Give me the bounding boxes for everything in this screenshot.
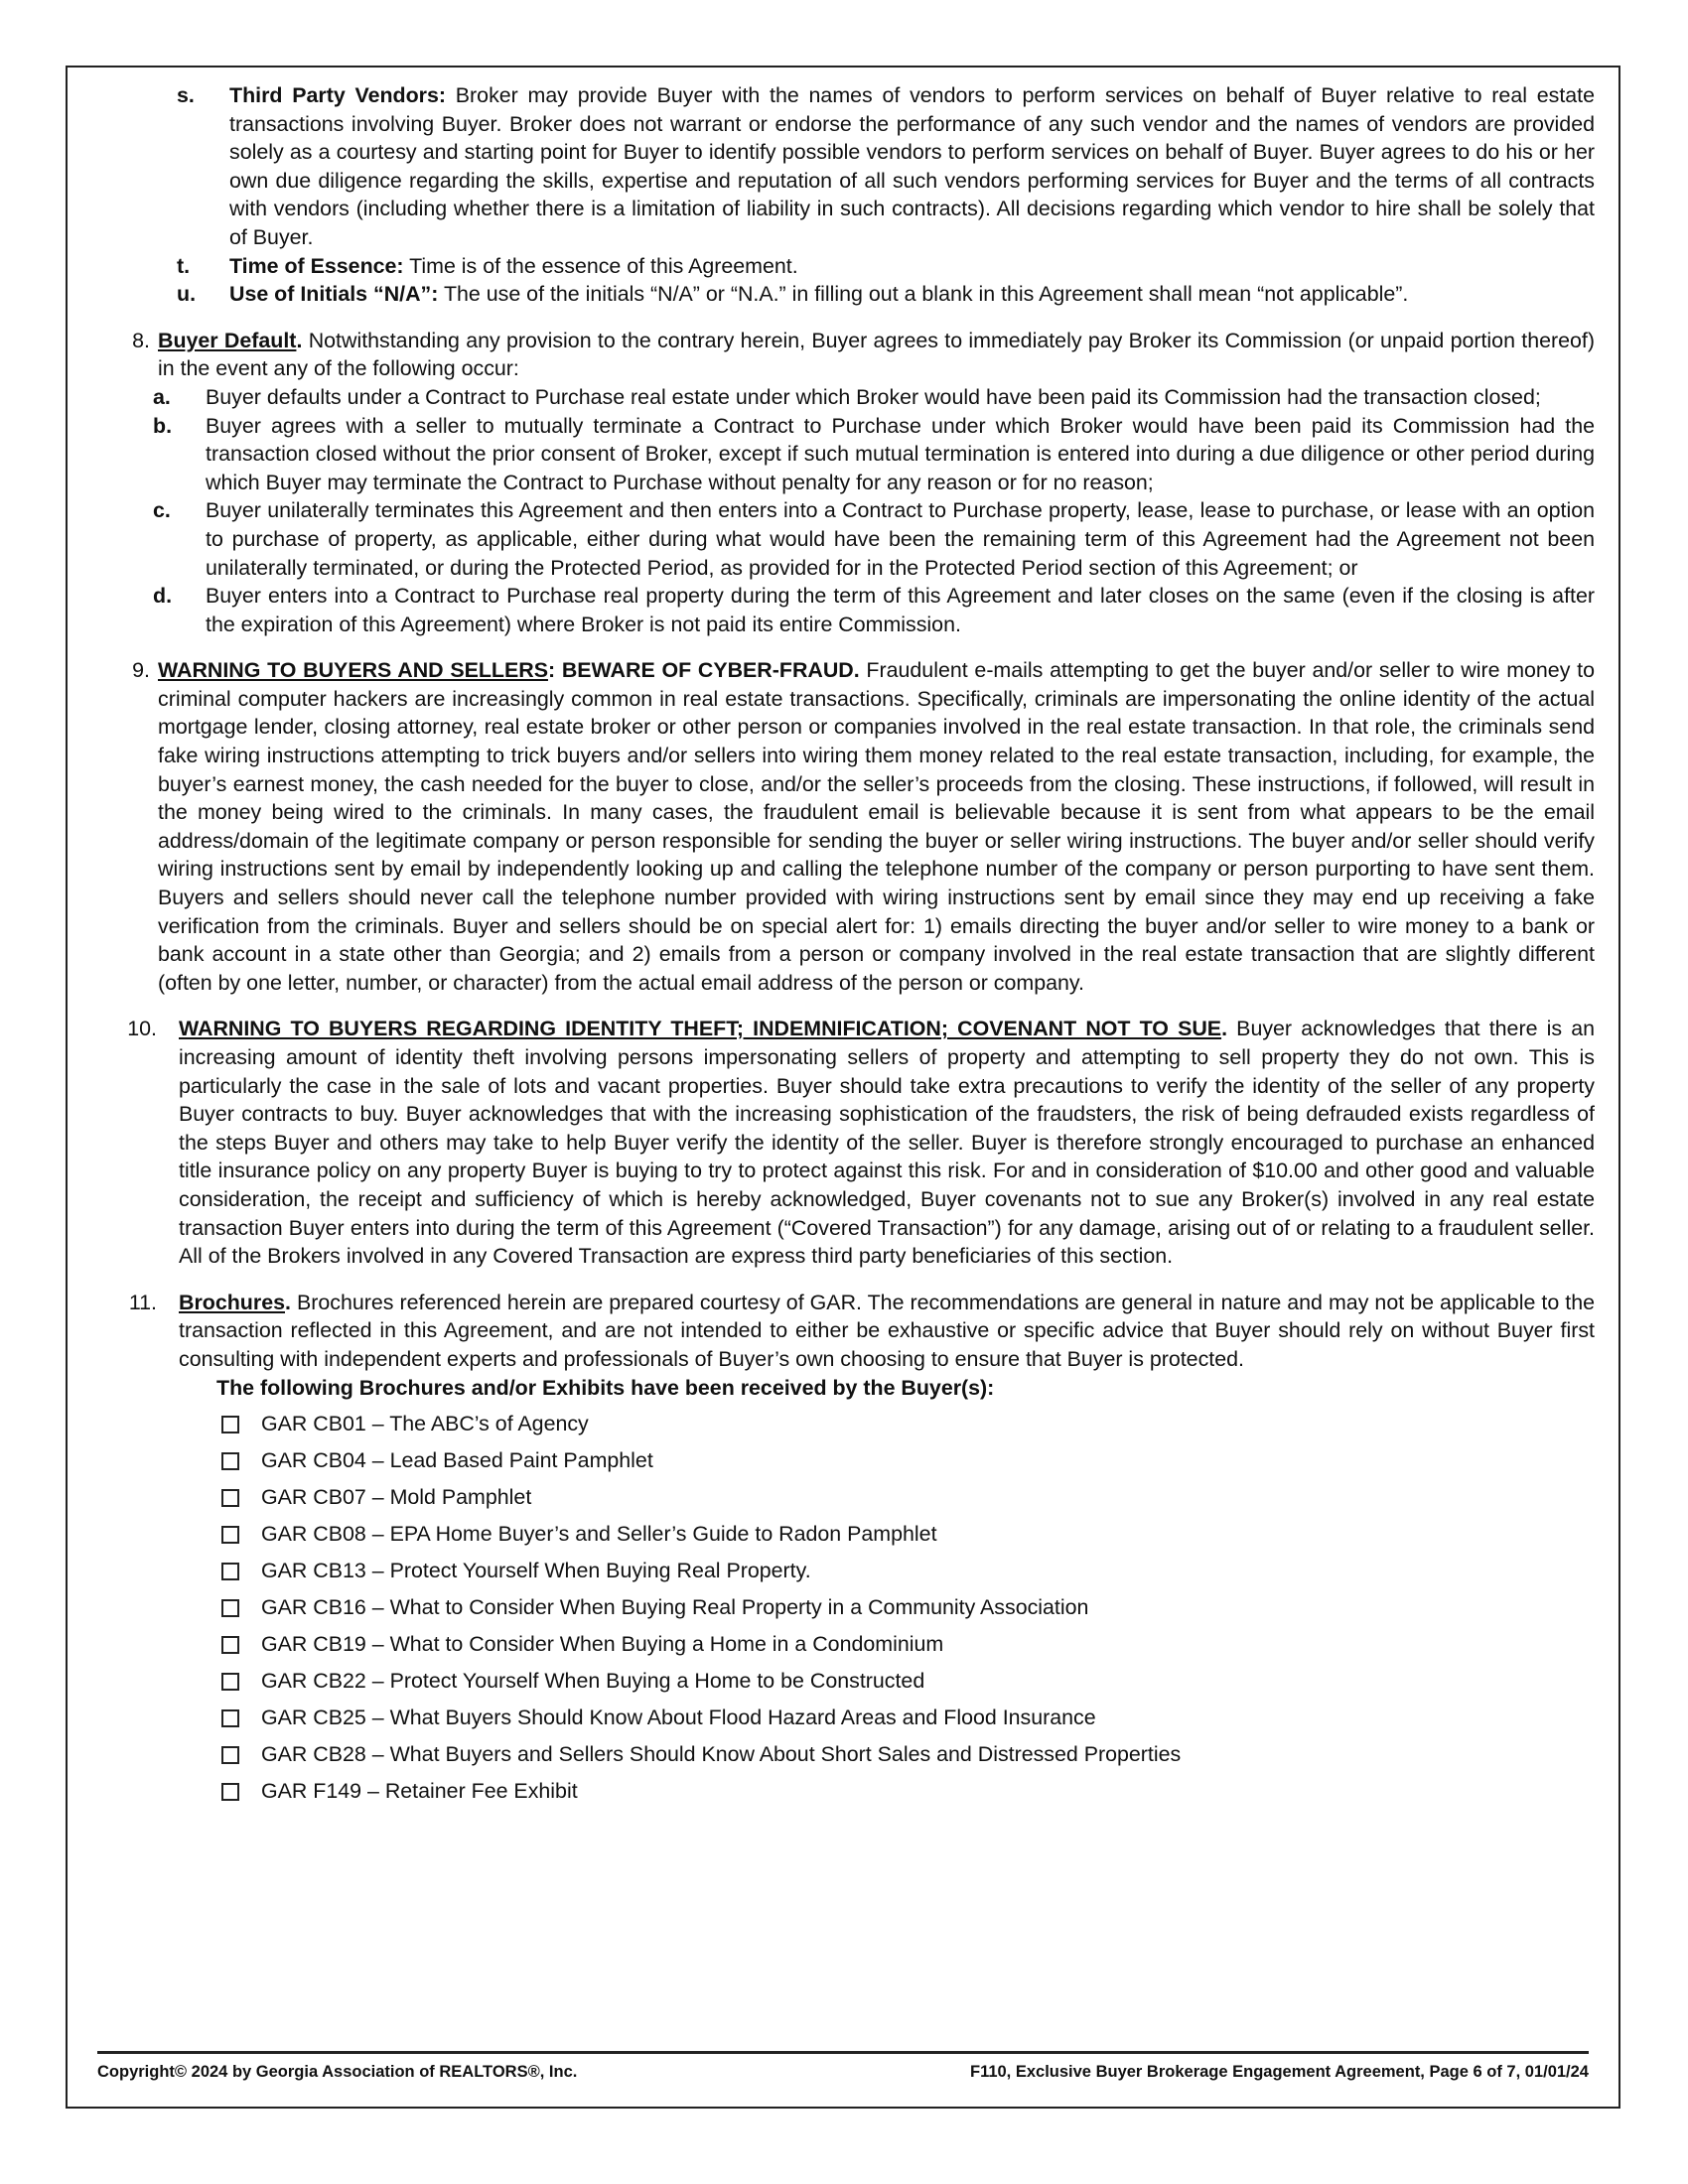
checkbox[interactable]	[221, 1636, 239, 1654]
brochure-checklist	[221, 1406, 1595, 1810]
section-7-tail	[97, 81, 1595, 309]
item-text: Buyer agrees with a seller to mutually terminate a Contract to Purchase under which Broker would have been paid its Commission had the transaction closed without the prior consent of Broker, except if such mutual termination is entered into during a due diligence or other period during which Buyer may terminate the Contract to Purchase without penalty for any reason or for no reason;	[206, 413, 1595, 494]
checkbox[interactable]	[221, 1746, 239, 1764]
checkbox[interactable]	[221, 1563, 239, 1580]
checkbox[interactable]	[221, 1709, 239, 1727]
footer-form-info: F110, Exclusive Buyer Brokerage Engagement Agreement, Page 6 of 7, 01/01/24	[969, 2063, 1589, 2081]
brochure-label: GAR CB16 – What to Consider When Buying Real Property in a Community Association	[261, 1595, 1089, 1620]
brochure-item	[221, 1589, 1595, 1626]
brochure-label: GAR CB22 – Protect Yourself When Buying a Home to be Constructed	[261, 1669, 925, 1694]
clause-text: The use of the initials “N/A” or “N.A.” in filling out a blank in this Agreement shall mean “not applicable”.	[443, 282, 1409, 307]
checkbox[interactable]	[221, 1526, 239, 1544]
item-text: Buyer defaults under a Contract to Purchase real estate under which Broker would have been paid its Commission had the transaction closed;	[206, 384, 1541, 409]
checkbox[interactable]	[221, 1599, 239, 1617]
page-footer	[97, 2063, 1589, 2082]
section-heading: WARNING TO BUYERS REGARDING IDENTITY THEFT; INDEMNIFICATION; COVENANT NOT TO SUE	[179, 1017, 1222, 1041]
brochure-item	[221, 1553, 1595, 1589]
brochure-item	[221, 1773, 1595, 1810]
section-text: Buyer acknowledges that there is an increasing amount of identity theft involving persons impersonating sellers of property and attempting to sell property they do not own. This is particularly the case in the sale of lots and vacant properties. Buyer should take extra precautions to verify the identity of the seller of any property Buyer contracts to buy. Buyer acknowledges that with the increasing sophistication of the fraudsters, the risk of being defrauded exists regardless of the steps Buyer and others may take to help Buyer verify the identity of the seller. Buyer is therefore strongly encouraged to purchase an enhanced title insurance policy on any property Buyer is buying to try to protect against this risk. For and in consideration of $10.00 and other good and valuable consideration, the receipt and sufficiency of which is hereby acknowledged, Buyer covenants not to sue any Broker(s) involved in any real estate transaction Buyer enters into during the term of this Agreement (“Covered Transaction”) for any damage, arising out of or relating to a fraudulent seller. All of the Brokers involved in any Covered Transaction are express third party beneficiaries of this section.	[179, 1017, 1595, 1269]
checkbox[interactable]	[221, 1489, 239, 1507]
clause-text: Time is of the essence of this Agreement.	[409, 253, 798, 278]
section-heading: Buyer Default	[158, 328, 297, 352]
brochure-label: GAR CB08 – EPA Home Buyer’s and Seller’s Guide to Radon Pamphlet	[261, 1522, 937, 1547]
clause-letter: t.	[177, 253, 191, 278]
brochure-item	[221, 1626, 1595, 1663]
brochure-item	[221, 1479, 1595, 1516]
brochure-label: GAR CB25 – What Buyers Should Know About Flood Hazard Areas and Flood Insurance	[261, 1706, 1096, 1730]
item-letter: d.	[153, 584, 173, 609]
clause-title: Third Party Vendors:	[229, 83, 447, 107]
clause-title: Time of Essence:	[229, 253, 404, 278]
clause-title: Use of Initials “N/A”:	[229, 282, 439, 307]
footer-copyright: Copyright© 2024 by Georgia Association of REALTORS®, Inc.	[97, 2063, 578, 2081]
default-item-b	[97, 412, 1595, 497]
brochure-label: GAR CB07 – Mold Pamphlet	[261, 1485, 532, 1510]
checkbox[interactable]	[221, 1673, 239, 1691]
section-heading-suffix: : BEWARE OF CYBER-FRAUD.	[547, 658, 860, 683]
default-item-c	[97, 496, 1595, 582]
brochure-item	[221, 1663, 1595, 1700]
section-text: Brochures referenced herein are prepared courtesy of GAR. The recommendations are general in nature and may not be applicable to the transaction reflected in this Agreement, and are not intended to either be exhaustive or specific advice that Buyer should rely on without Buyer first consulting with independent experts and professionals of Buyer’s own choosing to ensure that Buyer is protected.	[179, 1290, 1595, 1371]
item-text: Buyer enters into a Contract to Purchase real property during the term of this Agreement and later closes on the same (even if the closing is after the expiration of this Agreement) where Broker is not paid its entire Commission.	[206, 584, 1595, 636]
brochure-label: GAR CB04 – Lead Based Paint Pamphlet	[261, 1448, 653, 1473]
clause-letter: s.	[177, 83, 195, 107]
brochure-item	[221, 1700, 1595, 1736]
section-number: 10.	[127, 1017, 157, 1041]
item-letter: b.	[153, 413, 173, 438]
checkbox[interactable]	[221, 1452, 239, 1470]
brochure-label: GAR F149 – Retainer Fee Exhibit	[261, 1779, 578, 1804]
page-frame	[66, 66, 1620, 2109]
brochure-item	[221, 1736, 1595, 1773]
clause-letter: u.	[177, 282, 197, 307]
default-item-d	[97, 582, 1595, 638]
section-number: 8.	[132, 328, 150, 352]
clause-u	[97, 280, 1595, 309]
section-8-buyer-default: 8. Buyer Default. Notwithstanding any provision to the contrary herein, Buyer agrees to immediately pay Broker its Commission (or unpaid portion thereof) in the event any of the following occur: a. Buyer defaults under a Contract to Purchase real estate under which Broker would have been paid its Commission had the transaction closed; b. Buyer agrees with a seller to mutually terminate a Contract to Purchase under which Broker would have been paid its Commission had the transaction closed without the prior consent of Broker, except if such mutual termination is entered into during a due diligence or other period during which Buyer may terminate the Contract to Purchase without penalty for any reason or for no reason; c. Buyer unilaterally terminates this Agreement and then enters into a Contract to Purchase property, lease, lease to purchase, or lease with an option to purchase of property, as applicable, either during what would have been the remaining term of this Agreement had the Agreement not been unilaterally terminated, or during the Protected Period, as provided for in the Protected Period section of this Agreement; or d. Buyer enters into a Contract to Purchase real property during the term of this Agreement and later closes on the same (even if the closing is after the expiration of this Agreement) where Broker is not paid its entire Commission.	[97, 327, 1595, 639]
checkbox[interactable]	[221, 1783, 239, 1801]
brochure-label: GAR CB01 – The ABC’s of Agency	[261, 1412, 589, 1436]
brochure-item	[221, 1442, 1595, 1479]
clause-s	[97, 81, 1595, 252]
section-heading: Brochures	[179, 1290, 285, 1314]
item-text: Buyer unilaterally terminates this Agreement and then enters into a Contract to Purchase property, lease, lease to purchase, or lease with an option to purchase of property, as applicable, either during what would have been the remaining term of this Agreement had the Agreement not been unilaterally terminated, or during the Protected Period, as provided for in the Protected Period section of this Agreement; or	[206, 498, 1595, 580]
section-intro: Notwithstanding any provision to the contrary herein, Buyer agrees to immediately pay Broker its Commission (or unpaid portion thereof) in the event any of the following occur:	[158, 328, 1595, 381]
document-body	[97, 81, 1595, 1810]
section-10-identity-theft: 10. WARNING TO BUYERS REGARDING IDENTITY THEFT; INDEMNIFICATION; COVENANT NOT TO SUE. Buyer acknowledges that there is an increasing amount of identity theft involving persons impersonating sellers of property and attempting to sell property they do not own. This is particularly the case in the sale of lots and vacant properties. Buyer should take extra precautions to verify the identity of the seller of any property Buyer contracts to buy. Buyer acknowledges that with the increasing sophistication of the fraudsters, the risk of being defrauded exists regardless of the steps Buyer and others may take to help Buyer verify the identity of the seller. Buyer is therefore strongly encouraged to purchase an enhanced title insurance policy on any property Buyer is buying to try to protect against this risk. For and in consideration of $10.00 and other good and valuable consideration, the receipt and sufficiency of which is hereby acknowledged, Buyer covenants not to sue any Broker(s) involved in any real estate transaction Buyer enters into during the term of this Agreement (“Covered Transaction”) for any damage, arising out of or relating to a fraudulent seller. All of the Brokers involved in any Covered Transaction are express third party beneficiaries of this section.	[97, 1015, 1595, 1270]
brochure-label: GAR CB28 – What Buyers and Sellers Should Know About Short Sales and Distressed Properties	[261, 1742, 1182, 1767]
section-heading: WARNING TO BUYERS AND SELLERS	[158, 658, 548, 683]
item-letter: a.	[153, 384, 171, 409]
section-number: 9.	[132, 658, 150, 683]
brochure-label: GAR CB13 – Protect Yourself When Buying Real Property.	[261, 1559, 811, 1583]
clause-text: Broker may provide Buyer with the names of vendors to perform services on behalf of Buyer relative to real estate transactions involving Buyer. Broker does not warrant or endorse the performance of any such vendor and the names of vendors are provided solely as a courtesy and starting point for Buyer to identify possible vendors to perform services on behalf of Buyer. Buyer agrees to do his or her own due diligence regarding the skills, expertise and reputation of all such vendors performing services for Buyer and the terms of all contracts with vendors (including whether there is a limitation of liability in such contracts). All decisions regarding which vendor to hire shall be solely that of Buyer.	[229, 83, 1596, 249]
section-text: Fraudulent e-mails attempting to get the buyer and/or seller to wire money to criminal computer hackers are increasingly common in real estate transactions. Specifically, criminals are impersonating the online identity of the actual mortgage lender, closing attorney, real estate broker or other person or companies involved in the real estate transaction. In that role, the criminals send fake wiring instructions attempting to trick buyers and/or sellers into wiring them money related to the real estate transaction, including, for example, the buyer’s earnest money, the cash needed for the buyer to close, and/or the seller’s proceeds from the closing. These instructions, if followed, will result in the money being wired to the criminals. In many cases, the fraudulent email is believable because it is sent from what appears to be the email address/domain of the legitimate company or person responsible for sending the buyer or seller wiring instructions. The buyer and/or seller should verify wiring instructions sent by email by independently looking up and calling the telephone number of the company or person purporting to have sent them. Buyers and sellers should never call the telephone number provided with wiring instructions sent by email since they may end up receiving a fake verification from the criminals. Buyer and sellers should be on special alert for: 1) emails directing the buyer and/or seller to wire money to a bank or bank account in a state other than Georgia; and 2) emails from a person or company involved in the real estate transaction that are slightly different (often by one letter, number, or character) from the actual email address of the person or company.	[158, 658, 1595, 995]
footer-divider	[97, 2051, 1589, 2054]
clause-t	[97, 252, 1595, 281]
item-letter: c.	[153, 498, 171, 523]
section-11-brochures: 11. Brochures. Brochures referenced herein are prepared courtesy of GAR. The recommendations are general in nature and may not be applicable to the transaction reflected in this Agreement, and are not intended to either be exhaustive or specific advice that Buyer should rely on without Buyer first consulting with independent experts and professionals of Buyer’s own choosing to ensure that Buyer is protected. The following Brochures and/or Exhibits have been received by the Buyer(s): GAR CB01 – The ABC’s of Agency GAR CB04 – Lead Based Paint Pamphlet GAR CB07 – Mold Pamphlet GAR CB08 – EPA Home Buyer’s and Seller’s Guide to Radon Pamphlet GAR CB13 – Protect Yourself When Buying Real Property. GAR CB16 – What to Consider When Buying Real Property in a Community Association GAR CB19 – What to Consider When Buying a Home in a Condominium GAR CB22 – Protect Yourself When Buying a Home to be Constructed GAR CB25 – What Buyers Should Know About Flood Hazard Areas and Flood Insurance GAR CB28 – What Buyers and Sellers Should Know About Short Sales and Distressed Properties GAR F149 – Retainer Fee Exhibit	[97, 1289, 1595, 1810]
brochure-label: GAR CB19 – What to Consider When Buying a Home in a Condominium	[261, 1632, 944, 1657]
brochure-item	[221, 1516, 1595, 1553]
default-item-a	[97, 383, 1595, 412]
brochures-received-label: The following Brochures and/or Exhibits have been received by the Buyer(s):	[216, 1375, 995, 1400]
brochure-item	[221, 1406, 1595, 1442]
section-number: 11.	[128, 1290, 157, 1314]
section-9-cyber-fraud	[97, 656, 1595, 997]
checkbox[interactable]	[221, 1416, 239, 1433]
